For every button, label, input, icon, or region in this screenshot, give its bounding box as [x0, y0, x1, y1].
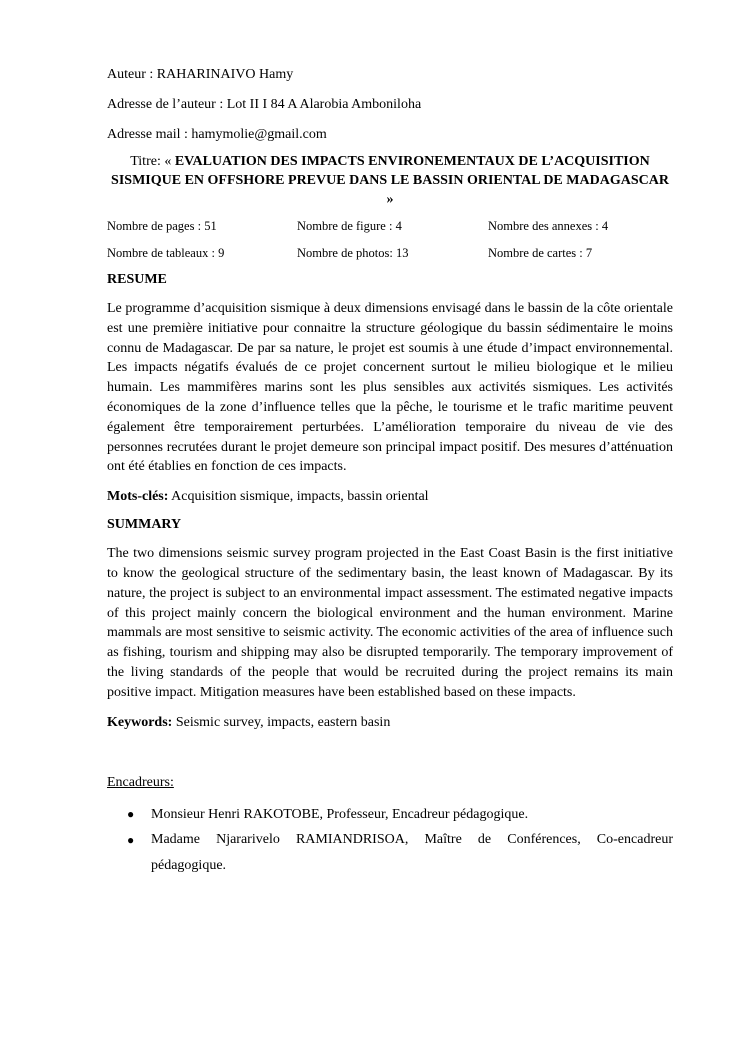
summary-paragraph: The two dimensions seismic survey program projected in the East Coast Basin is the first initiative to know the geological structure of the sedimentary basin, the least known of Madagascar. By its nature, the project is subject to an environmental impact assessment. The estimated negative impacts of this project mainly concern the biological environment and the human environment. Marine mammals are most sensitive to seismic activity. The economic activities of the area of influence such as fishing, tourism and shipping may also be disrupted temporarily. The temporary improvement of the living standards of the people that would be recruited during the project remains its main positive impact. Mitigation measures have been established based on these impacts.	[107, 546, 673, 700]
resume-heading: RESUME	[107, 272, 167, 287]
title-text: EVALUATION DES IMPACTS ENVIRONEMENTAUX DE L’ACQUISITION SISMIQUE EN OFFSHORE PREVUE DANS LE BASSIN ORIENTAL DE MADAGASCAR »	[111, 154, 669, 207]
stat-photos: Nombre de photos: 13	[297, 246, 409, 260]
resume-paragraph: Le programme d’acquisition sismique à deux dimensions envisagé dans le bassin de la côte orientale est une première initiative pour connaitre la structure géologique du bassin sédimentaire le moins connu de Madagascar. De par sa nature, le projet est soumis à une étude d’impact environnemental. Les impacts négatifs évalués de ce projet concernent surtout le milieu biologique et le milieu humain. Les mammifères marins sont les plus sensibles aux activités sismiques. Les activités économiques de la zone d’influence telles que la pêche, le tourisme et le trafic maritime peuvent également être temporairement perturbées. L’amélioration temporaire du niveau de vie des personnes recrutées durant le projet demeure son principal impact positif. Des mesures d’atténuation ont été établies en fonction de ces impacts.	[107, 301, 673, 475]
list-item	[107, 827, 673, 879]
summary-keywords	[107, 714, 673, 732]
summary-keywords-label: Keywords:	[107, 714, 173, 730]
document-title	[107, 152, 673, 209]
address-line: Adresse de l’auteur : Lot II I 84 A Alarobia Amboniloha	[107, 97, 422, 112]
stat-pages: Nombre de pages : 51	[107, 219, 217, 233]
stat-figures: Nombre de figure : 4	[297, 219, 402, 233]
resume-keywords	[107, 488, 673, 506]
bullet-icon: ●	[127, 832, 135, 847]
stat-maps: Nombre de cartes : 7	[488, 246, 593, 260]
summary-keywords-text: Seismic survey, impacts, eastern basin	[172, 714, 391, 730]
stat-tables: Nombre de tableaux : 9	[107, 246, 225, 260]
stats-row-1	[107, 218, 673, 234]
supervisors-list	[107, 802, 673, 879]
resume-keywords-text: Acquisition sismique, impacts, bassin oriental	[168, 489, 429, 505]
supervisors-heading: Encadreurs:	[107, 774, 174, 790]
document-page	[107, 66, 673, 879]
summary-heading: SUMMARY	[107, 517, 182, 533]
email-line: Adresse mail : hamymolie@gmail.com	[107, 127, 327, 142]
title-prefix: Titre: «	[130, 154, 175, 169]
supervisor-2: Madame Njararivelo RAMIANDRISOA, Maître de Conférences, Co-encadreur pédagogique.	[151, 831, 673, 873]
list-item	[107, 802, 673, 827]
stats-row-2	[107, 245, 673, 261]
supervisor-1: Monsieur Henri RAKOTOBE, Professeur, Encadreur pédagogique.	[151, 806, 529, 822]
resume-keywords-label: Mots-clés:	[107, 489, 169, 505]
stat-annexes: Nombre des annexes : 4	[488, 219, 609, 233]
author-line: Auteur : RAHARINAIVO Hamy	[107, 67, 294, 82]
bullet-icon: ●	[127, 806, 135, 821]
